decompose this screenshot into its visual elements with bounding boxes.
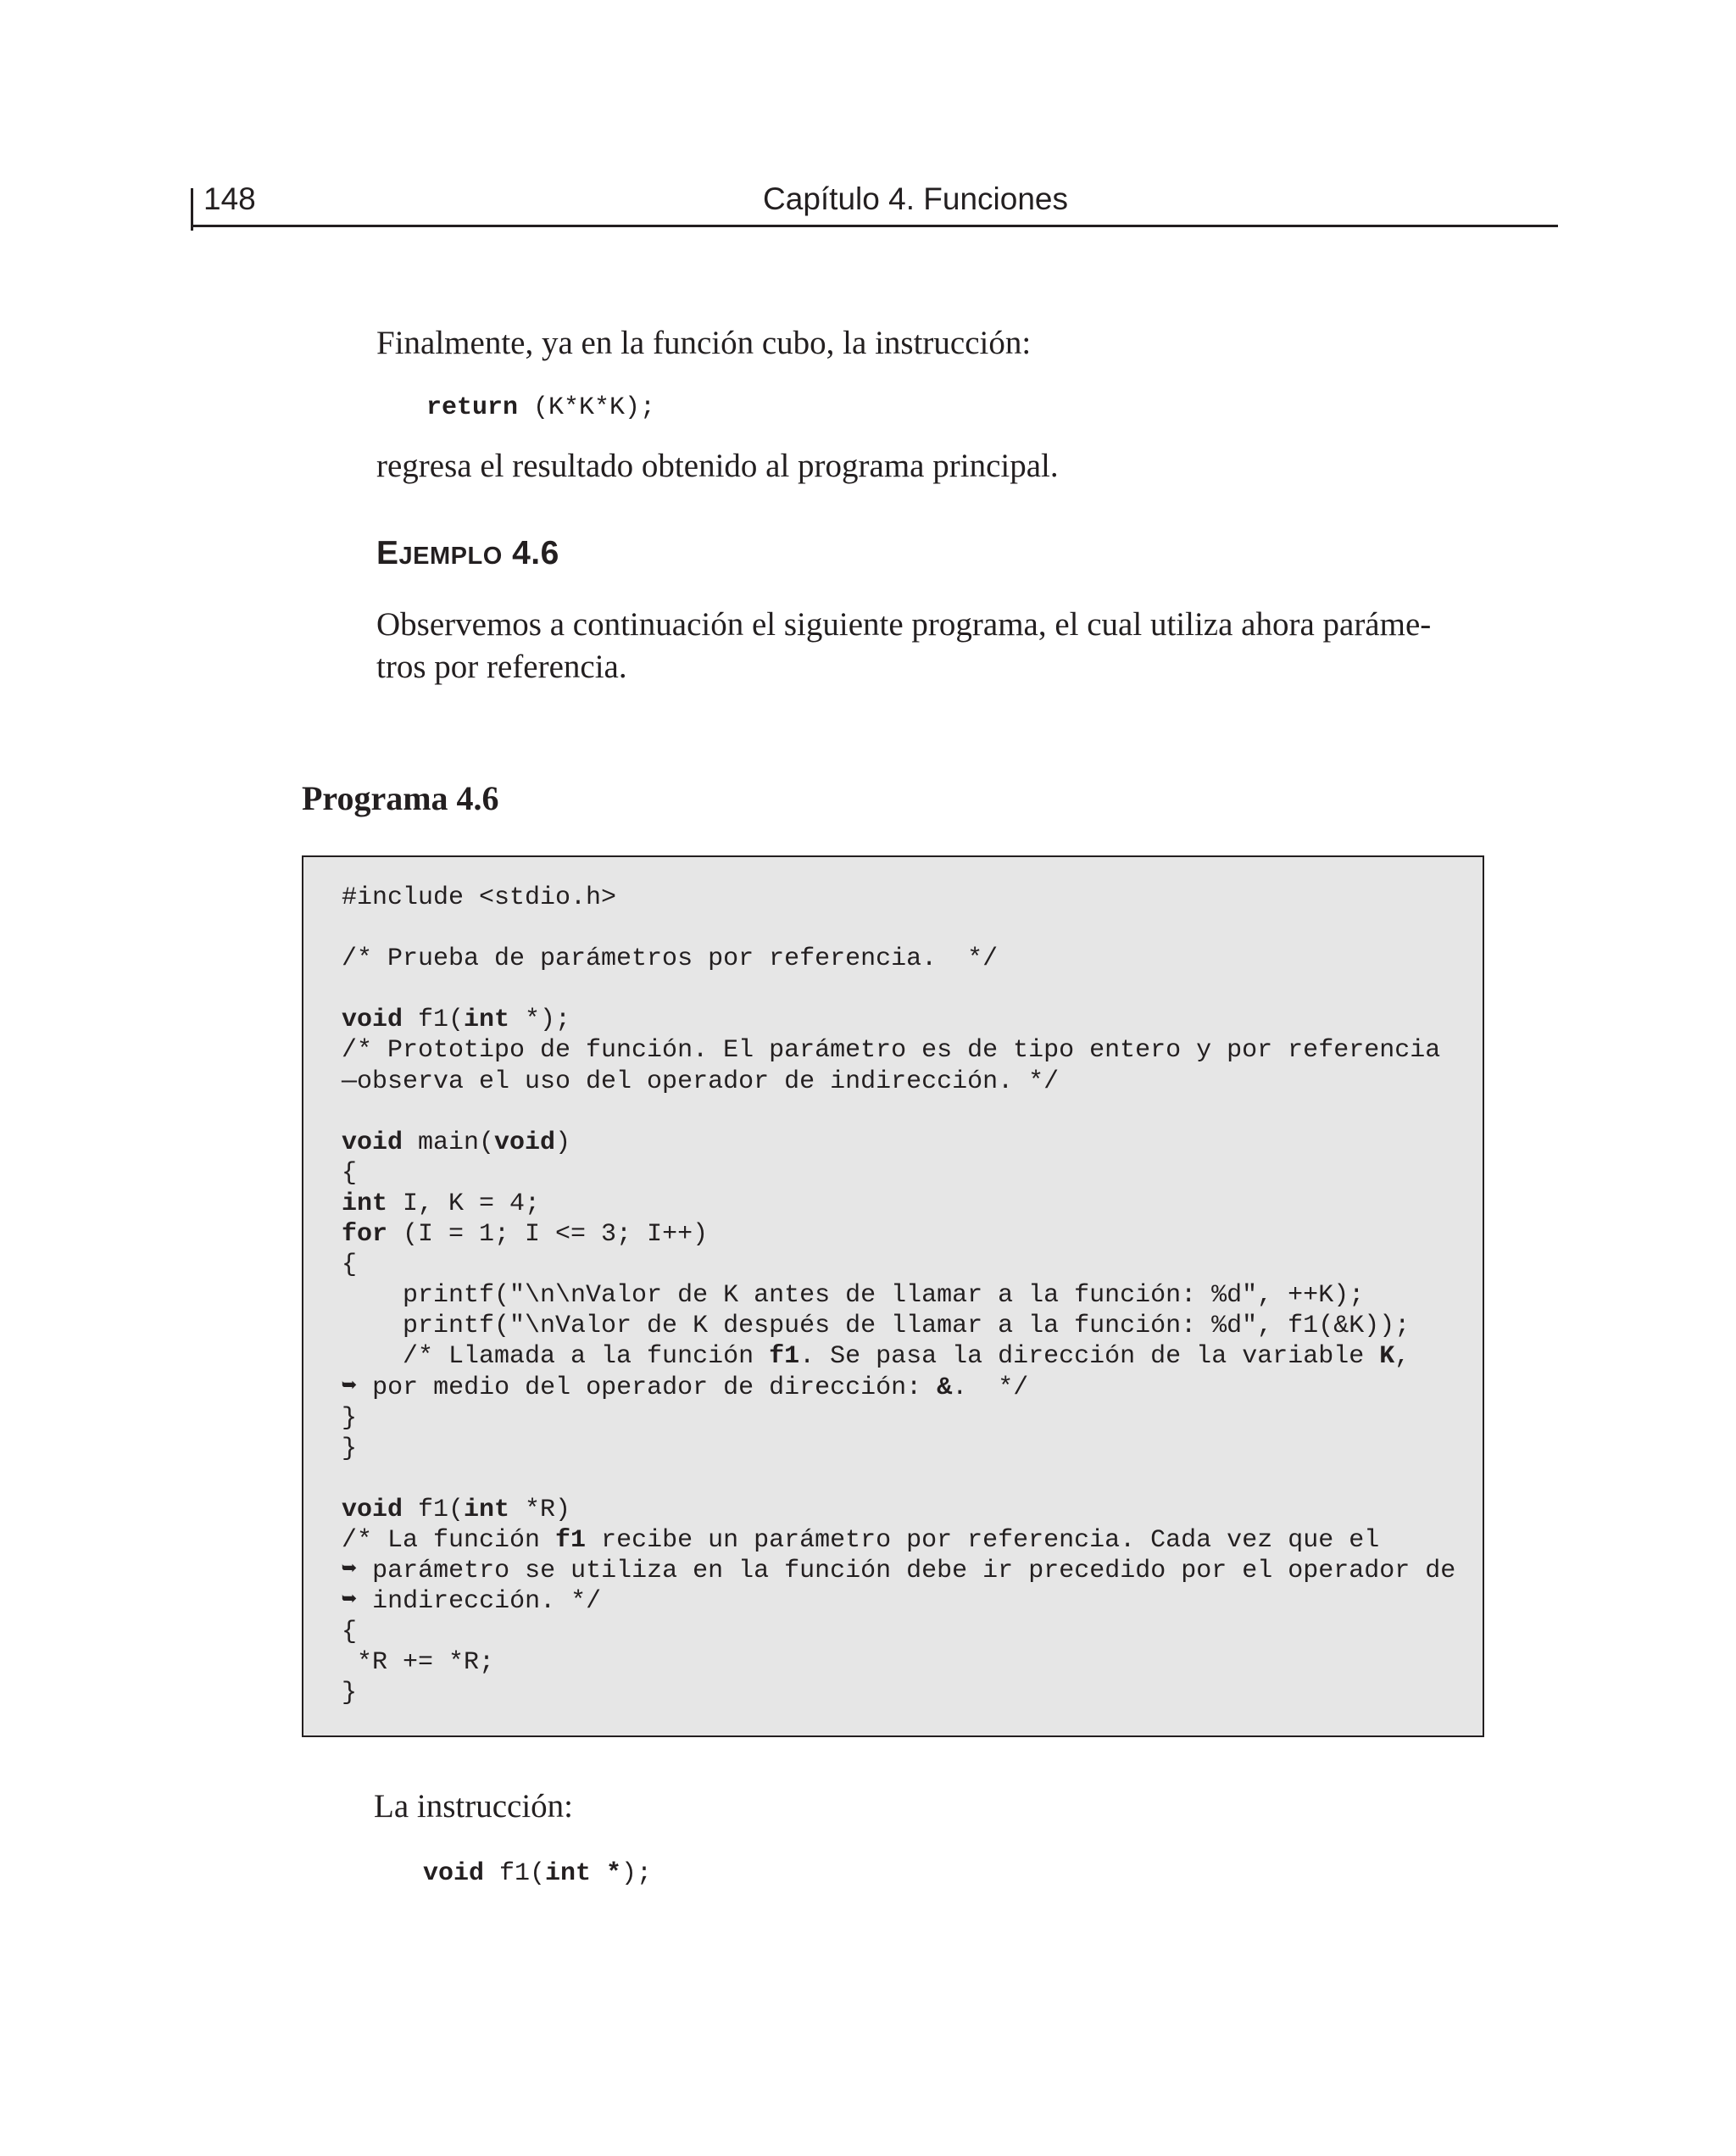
example-heading: EJEMPLO 4.6 xyxy=(376,535,559,571)
code-keyword: void xyxy=(423,1859,485,1888)
code-text: *); xyxy=(509,1006,571,1035)
code-keyword: void xyxy=(342,1495,403,1524)
code-text: } xyxy=(342,1679,358,1708)
code-keyword: f1 xyxy=(555,1525,587,1555)
code-text: { xyxy=(342,1158,358,1188)
code-text: *R) xyxy=(509,1495,571,1524)
code-line xyxy=(342,883,1455,913)
code-prototype xyxy=(423,1857,652,1891)
code-line xyxy=(342,1280,1455,1311)
code-text: } xyxy=(342,1403,358,1433)
code-text: { xyxy=(342,1251,358,1280)
code-text: /* Llamada a la función xyxy=(342,1342,770,1372)
code-line xyxy=(342,1525,1455,1556)
code-text: . */ xyxy=(952,1373,1029,1402)
code-line xyxy=(342,1189,1455,1219)
code-text: *R += *R; xyxy=(342,1648,495,1678)
code-text: ➥ indirección. */ xyxy=(342,1587,602,1617)
code-line xyxy=(342,1678,1455,1708)
code-line xyxy=(342,944,1455,974)
code-text: { xyxy=(342,1618,358,1647)
code-text: —observa el uso del operador de indirección. */ xyxy=(342,1067,1060,1096)
code-text: } xyxy=(342,1434,358,1463)
code-text: /* Prueba de parámetros por referencia. */ xyxy=(342,944,999,974)
code-line xyxy=(342,1617,1455,1647)
code-text: ➥ parámetro se utiliza en la función debe ir precedido por el operador de xyxy=(342,1557,1456,1586)
code-keyword: for xyxy=(342,1220,388,1250)
code-text: ➥ por medio del operador de dirección: xyxy=(342,1373,938,1402)
code-line xyxy=(342,1067,1455,1097)
code-line xyxy=(342,1158,1455,1189)
running-title: Capítulo 4. Funciones xyxy=(763,181,1068,216)
code-text: (K*K*K); xyxy=(518,393,656,422)
code-keyword: int xyxy=(342,1189,388,1218)
code-text: ); xyxy=(621,1859,653,1888)
code-listing xyxy=(302,855,1484,1737)
code-line xyxy=(342,1373,1455,1403)
paragraph-result: regresa el resultado obtenido al programa principal. xyxy=(376,448,1059,484)
code-line xyxy=(342,1250,1455,1280)
code-text: f1( xyxy=(484,1859,546,1888)
code-line xyxy=(342,913,1455,944)
header-rule xyxy=(191,225,1558,227)
paragraph-intro: Finalmente, ya en la función cubo, la instrucción: xyxy=(376,325,1032,361)
code-line xyxy=(342,1495,1455,1525)
code-text: I, K = 4; xyxy=(387,1189,541,1218)
code-lines xyxy=(342,883,1455,1709)
code-text: main( xyxy=(403,1128,495,1157)
code-keyword: int * xyxy=(545,1859,622,1888)
page-number: 148 xyxy=(203,181,256,216)
code-text: . Se pasa la dirección de la variable xyxy=(799,1342,1380,1372)
code-keyword: & xyxy=(937,1373,953,1402)
code-text: #include <stdio.h> xyxy=(342,883,617,912)
code-text: f1( xyxy=(403,1006,465,1035)
code-line xyxy=(342,1434,1455,1464)
code-text: , xyxy=(1394,1342,1410,1372)
code-text: (I = 1; I <= 3; I++) xyxy=(387,1220,709,1250)
code-line xyxy=(342,974,1455,1005)
code-keyword: int xyxy=(464,1495,510,1524)
code-text: printf("\nValor de K después de llamar a la función: %d", f1(&K)); xyxy=(342,1312,1410,1341)
code-keyword: void xyxy=(342,1006,403,1035)
code-line xyxy=(342,1005,1455,1035)
code-line xyxy=(342,1097,1455,1128)
code-text: /* Prototipo de función. El parámetro es de tipo entero y por referencia xyxy=(342,1036,1441,1066)
code-keyword: void xyxy=(342,1128,403,1157)
code-line xyxy=(342,1556,1455,1586)
code-keyword: K xyxy=(1379,1342,1395,1372)
code-keyword: return xyxy=(426,393,519,422)
code-line xyxy=(342,1035,1455,1066)
code-text: /* La función xyxy=(342,1525,556,1555)
code-line xyxy=(342,1586,1455,1617)
code-text: recibe un parámetro por referencia. Cada vez que el xyxy=(586,1525,1380,1555)
code-keyword: int xyxy=(464,1006,510,1035)
paragraph-after: La instrucción: xyxy=(374,1788,574,1825)
code-line xyxy=(342,1647,1455,1678)
code-line xyxy=(342,1341,1455,1372)
code-keyword: void xyxy=(494,1128,556,1157)
code-line xyxy=(342,1311,1455,1341)
example-text: Observemos a continuación el siguiente programa, el cual utiliza ahora paráme- tros por referencia. xyxy=(376,606,1432,685)
code-line xyxy=(342,1219,1455,1250)
code-keyword: f1 xyxy=(769,1342,800,1372)
code-return xyxy=(426,391,655,425)
code-text: f1( xyxy=(403,1495,465,1524)
code-line xyxy=(342,1403,1455,1434)
code-text: ) xyxy=(555,1128,571,1157)
program-title: Programa 4.6 xyxy=(302,779,499,817)
code-text: printf("\n\nValor de K antes de llamar a la función: %d", ++K); xyxy=(342,1281,1365,1311)
code-line xyxy=(342,1464,1455,1495)
code-line xyxy=(342,1128,1455,1158)
